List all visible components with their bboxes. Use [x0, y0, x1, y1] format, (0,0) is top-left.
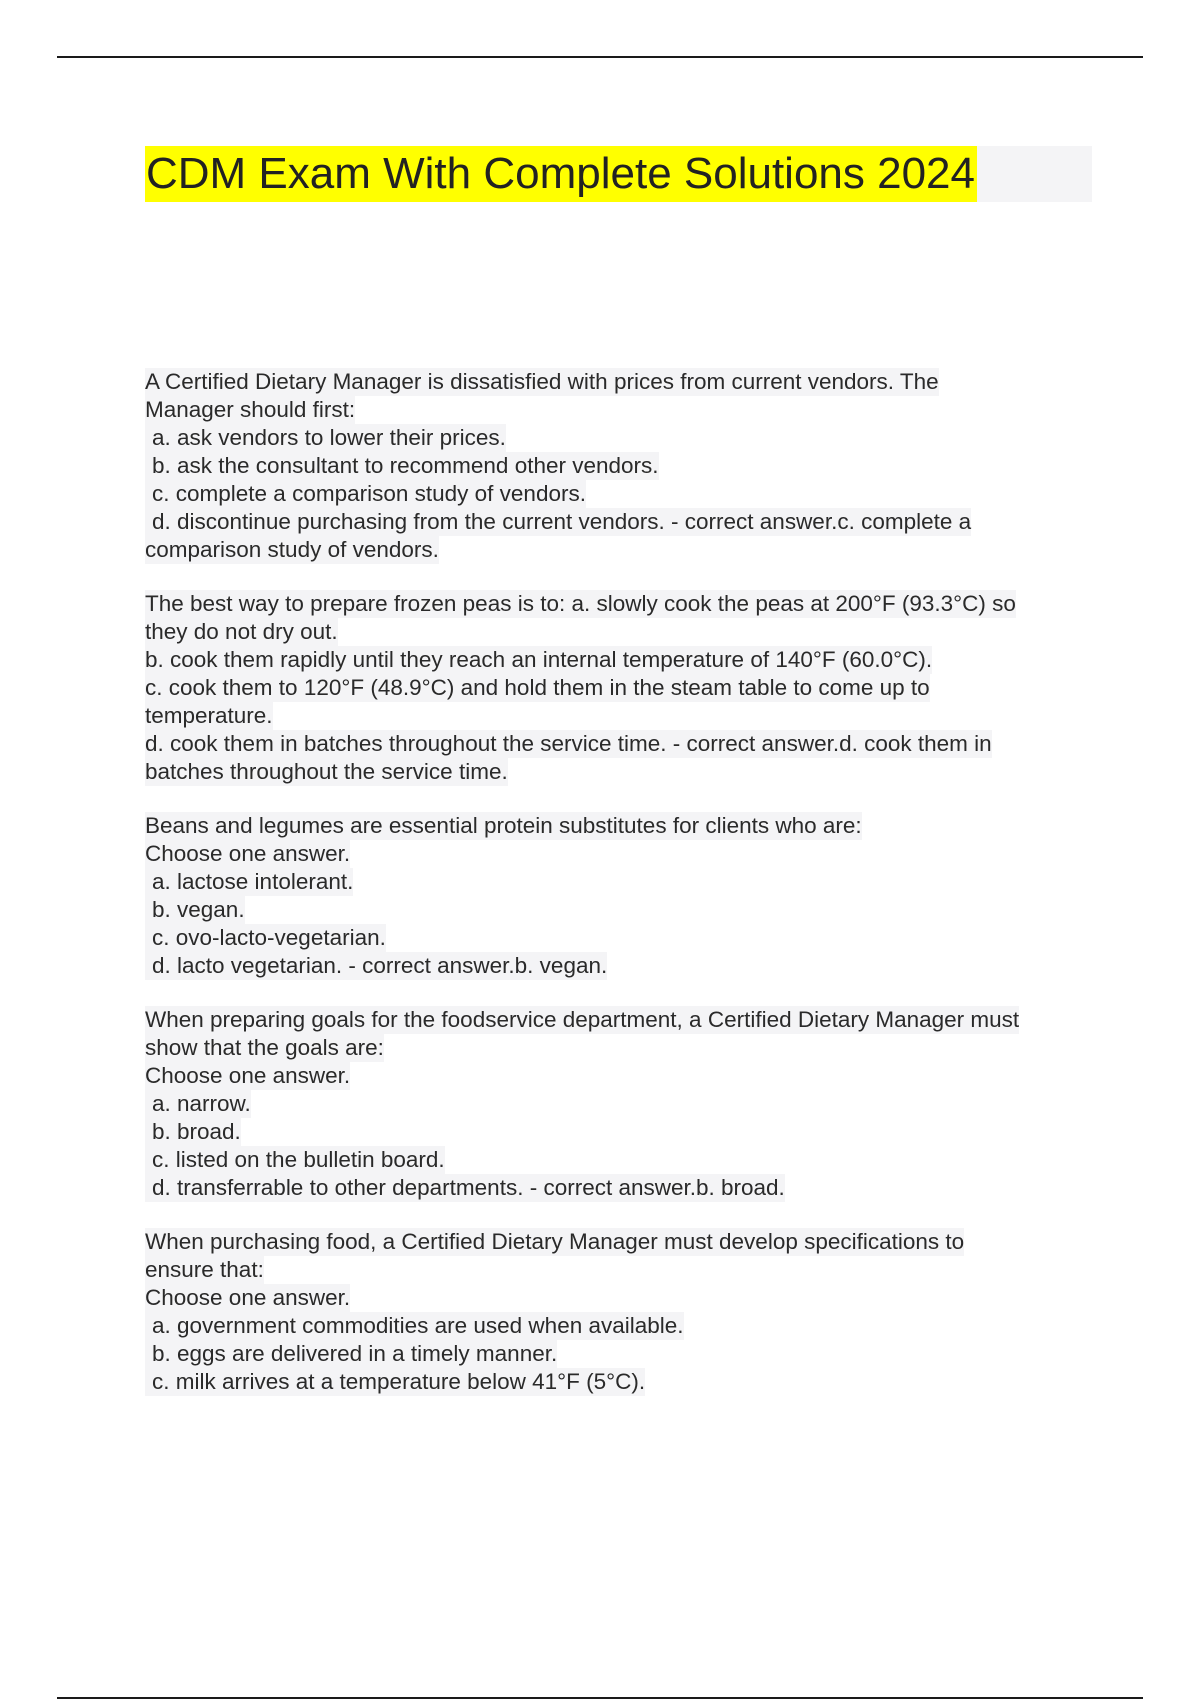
- answer-option: d. lacto vegetarian. - correct answer.b. vegan.: [145, 952, 607, 980]
- bottom-rule: [57, 1697, 1143, 1699]
- document-body: [145, 368, 1095, 1422]
- answer-option: a. government commodities are used when available.: [145, 1312, 684, 1340]
- answer-option: b. broad.: [145, 1118, 241, 1146]
- text-line: When preparing goals for the foodservice department, a Certified Dietary Manager must: [145, 1007, 1020, 1032]
- question-block-1: [145, 368, 1095, 564]
- question-block-2: [145, 590, 1095, 786]
- question-block-5: [145, 1228, 1095, 1396]
- text-line: they do not dry out.: [145, 619, 338, 644]
- answer-option: b. cook them rapidly until they reach an internal temperature of 140°F (60.0°C).: [145, 647, 933, 672]
- text-line: Choose one answer.: [145, 841, 351, 866]
- answer-option: d. discontinue purchasing from the current vendors. - correct answer.c. complete a: [145, 508, 971, 536]
- answer-option: a. lactose intolerant.: [145, 868, 353, 896]
- answer-option: b. ask the consultant to recommend other vendors.: [145, 452, 659, 480]
- answer-option: a. narrow.: [145, 1090, 251, 1118]
- answer-option: a. ask vendors to lower their prices.: [145, 424, 506, 452]
- text-line: Choose one answer.: [145, 1285, 351, 1310]
- text-line: The best way to prepare frozen peas is to: a. slowly cook the peas at 200°F (93.3°C) so: [145, 591, 1016, 616]
- answer-option: b. vegan.: [145, 896, 245, 924]
- text-line: temperature.: [145, 703, 273, 728]
- answer-option: c. complete a comparison study of vendors.: [145, 480, 586, 508]
- top-rule: [57, 56, 1143, 58]
- text-line: When purchasing food, a Certified Dietary Manager must develop specifications to: [145, 1229, 965, 1254]
- text-line: ensure that:: [145, 1257, 264, 1282]
- text-line: show that the goals are:: [145, 1035, 384, 1060]
- answer-option: d. cook them in batches throughout the service time. - correct answer.d. cook them in: [145, 731, 992, 756]
- text-line: Choose one answer.: [145, 1063, 351, 1088]
- text-line: A Certified Dietary Manager is dissatisfied with prices from current vendors. The: [145, 369, 939, 394]
- question-block-3: [145, 812, 1095, 980]
- answer-option: c. milk arrives at a temperature below 41°F (5°C).: [145, 1368, 645, 1396]
- text-line: Manager should first:: [145, 397, 356, 422]
- text-line: Beans and legumes are essential protein substitutes for clients who are:: [145, 813, 862, 838]
- document-title: CDM Exam With Complete Solutions 2024: [145, 146, 977, 202]
- answer-option: c. cook them to 120°F (48.9°C) and hold them in the steam table to come up to: [145, 675, 930, 700]
- text-line: comparison study of vendors.: [145, 537, 439, 562]
- text-line: batches throughout the service time.: [145, 759, 508, 784]
- answer-option: d. transferrable to other departments. - correct answer.b. broad.: [145, 1174, 785, 1202]
- answer-option: c. listed on the bulletin board.: [145, 1146, 445, 1174]
- answer-option: c. ovo-lacto-vegetarian.: [145, 924, 386, 952]
- answer-option: b. eggs are delivered in a timely manner.: [145, 1340, 557, 1368]
- question-block-4: [145, 1006, 1095, 1202]
